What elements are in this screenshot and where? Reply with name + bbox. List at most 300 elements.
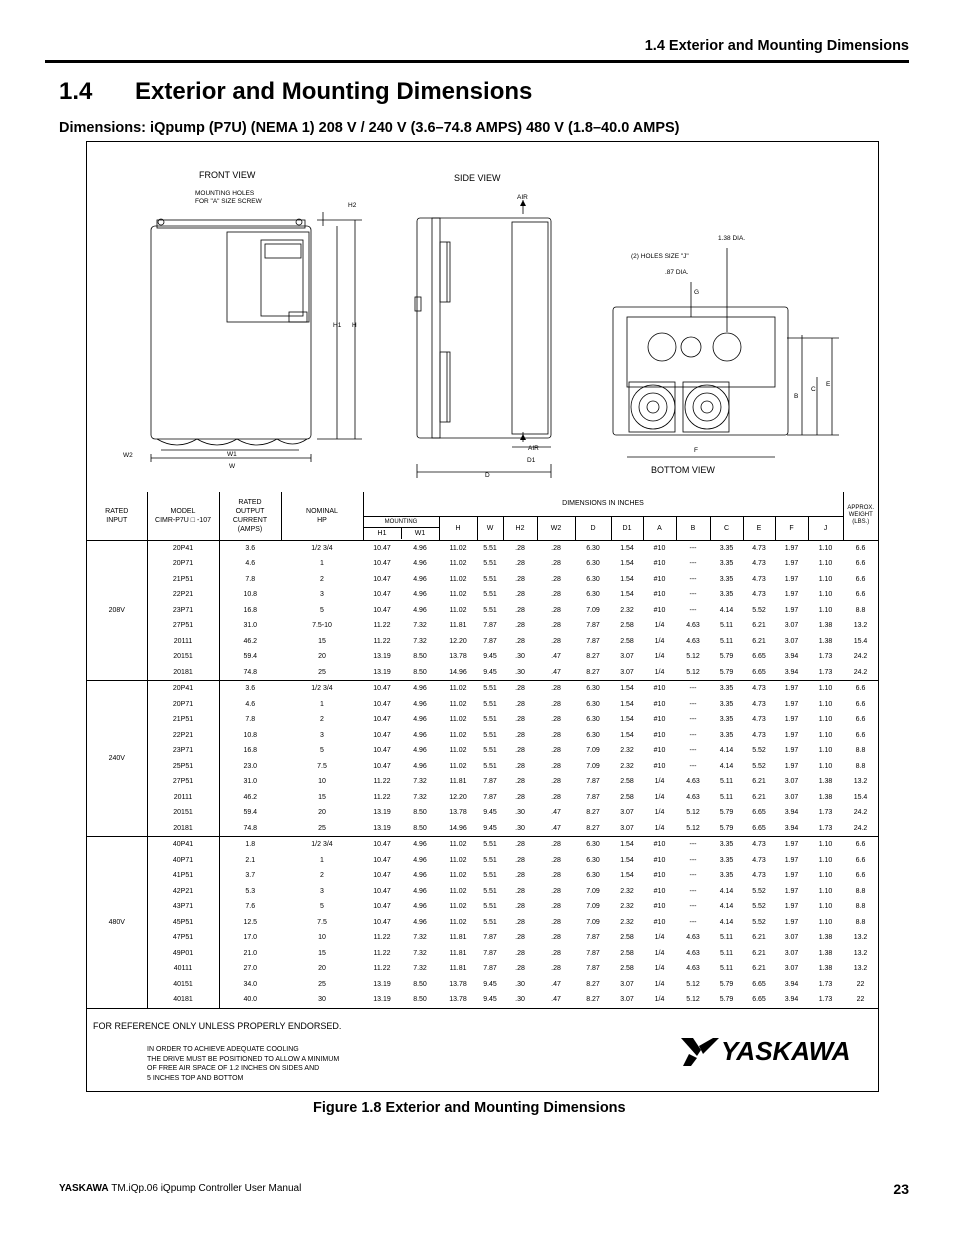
table-row [87, 946, 878, 962]
table-cell: 4.63 [686, 793, 700, 801]
table-cell: 10.47 [373, 700, 391, 708]
table-cell: 11.22 [373, 637, 391, 645]
table-cell: 7.87 [483, 934, 497, 942]
table-cell: .30 [515, 980, 525, 988]
table-row [87, 556, 878, 572]
table-cell: 5.11 [719, 778, 734, 786]
table-cell: 3.35 [719, 685, 734, 693]
table-cell: 10.47 [373, 856, 391, 864]
table-cell: 1/4 [643, 992, 676, 1008]
table-cell: .28 [515, 716, 525, 724]
table-cell: 4.14 [719, 606, 734, 614]
table-cell: #10 [653, 747, 666, 755]
header-h2: H2 [503, 516, 537, 540]
table-cell: 4.14 [719, 918, 734, 926]
table-row [87, 961, 878, 977]
table-cell: .28 [515, 747, 525, 755]
table-cell: 11.02 [449, 544, 467, 552]
table-cell: 6.65 [752, 980, 766, 988]
table-cell: --- [689, 747, 697, 755]
table-cell: #10 [653, 700, 666, 708]
dia-87-label: .87 DIA. [665, 269, 689, 276]
table-cell: 6.21 [752, 793, 766, 801]
header-a: A [643, 516, 676, 540]
table-cell: 12.5 [243, 918, 258, 926]
table-cell: 7.87 [483, 965, 497, 973]
table-cell: 6.21 [752, 637, 766, 645]
table-cell: 4.73 [752, 685, 766, 693]
table-cell: 11.02 [449, 856, 467, 864]
side-view-label: SIDE VIEW [454, 173, 501, 183]
table-cell: 6.30 [586, 544, 600, 552]
table-cell: 3 [320, 591, 324, 599]
table-cell: 7.8 [245, 716, 256, 724]
table-cell: .28 [515, 918, 525, 926]
table-cell: 5.52 [752, 606, 766, 614]
table-cell: 4.73 [752, 841, 766, 849]
table-cell: 1.97 [784, 591, 799, 599]
table-cell: 31.0 [243, 778, 258, 786]
table-cell: 4.96 [413, 685, 427, 693]
footer-manual-title: TM.iQp.06 iQpump Controller User Manual [108, 1183, 302, 1194]
table-cell: 23P71 [147, 743, 219, 759]
table-row [87, 743, 878, 759]
table-cell: 4.73 [752, 560, 766, 568]
table-row [87, 697, 878, 713]
table-cell: --- [689, 872, 697, 880]
table-cell: #10 [653, 841, 666, 849]
table-cell: 1 [320, 700, 324, 708]
table-cell: .28 [551, 622, 561, 630]
table-cell: 10.8 [243, 591, 258, 599]
table-cell: 7.09 [586, 903, 600, 911]
table-cell: 3.07 [620, 809, 634, 817]
table-cell: 1.10 [818, 887, 833, 895]
table-cell: 11.02 [449, 606, 467, 614]
table-cell: 5.12 [676, 821, 710, 837]
table-cell: 10.47 [373, 747, 391, 755]
table-cell: 1.97 [784, 544, 799, 552]
table-cell: 1.10 [818, 700, 833, 708]
table-cell: 5.51 [483, 856, 497, 864]
table-cell: 11.02 [449, 575, 467, 583]
table-cell: 1.38 [818, 622, 833, 630]
table-cell: 20111 [147, 790, 219, 806]
header-j: J [808, 516, 843, 540]
table-cell: 7.32 [413, 934, 427, 942]
table-cell: 6.21 [752, 965, 766, 973]
table-cell: 11.02 [449, 872, 467, 880]
table-cell: 1.54 [620, 575, 634, 583]
table-cell: 5.51 [483, 903, 497, 911]
table-row [87, 805, 878, 821]
table-cell: 5 [320, 747, 324, 755]
table-cell: 20 [318, 965, 326, 973]
table-cell: 10 [318, 778, 326, 786]
header-mounting-group [363, 516, 439, 540]
table-cell: #10 [653, 887, 666, 895]
table-cell: 7.09 [586, 606, 600, 614]
table-cell: 10.47 [373, 685, 391, 693]
table-cell: .47 [551, 653, 561, 661]
table-cell: 3.35 [719, 731, 734, 739]
table-cell: 4.63 [686, 949, 700, 957]
table-row [87, 634, 878, 650]
table-cell: .28 [551, 606, 561, 614]
table-cell: 10.47 [373, 606, 391, 614]
table-cell: .30 [515, 653, 525, 661]
table-cell: --- [689, 575, 697, 583]
table-cell: 7.87 [586, 934, 600, 942]
table-cell: 5.11 [719, 934, 734, 942]
table-cell: 4.96 [413, 856, 427, 864]
section-title: Exterior and Mounting Dimensions [135, 78, 533, 105]
table-cell: 5.12 [686, 809, 700, 817]
table-cell: 7.09 [586, 747, 600, 755]
table-cell: 4.63 [686, 637, 700, 645]
table-cell: 3.35 [719, 700, 734, 708]
table-cell: 7.87 [586, 637, 600, 645]
table-cell: 5.51 [483, 591, 497, 599]
table-cell: .28 [551, 544, 561, 552]
table-cell: 6.6 [855, 544, 866, 552]
table-cell: 20P41 [147, 540, 219, 556]
table-cell: 3.94 [784, 653, 799, 661]
table-cell: 2 [320, 575, 324, 583]
table-cell: 7.87 [586, 622, 600, 630]
table-cell: 1.54 [620, 560, 634, 568]
table-cell: 1.97 [784, 887, 799, 895]
table-cell: 1.73 [808, 992, 843, 1008]
table-cell: 11.02 [449, 887, 467, 895]
table-cell: 11.02 [449, 841, 467, 849]
header-w2: W2 [537, 516, 575, 540]
table-cell: 8.27 [586, 980, 600, 988]
table-cell: 4.14 [719, 747, 734, 755]
table-cell: 5.11 [719, 637, 734, 645]
table-cell: --- [689, 560, 697, 568]
dim-h2-label: H2 [348, 202, 357, 209]
header-c: C [710, 516, 743, 540]
table-cell: 4.63 [686, 622, 700, 630]
table-cell: 7.87 [483, 637, 497, 645]
table-cell: 4.96 [413, 700, 427, 708]
table-row [87, 572, 878, 588]
table-cell: 11.02 [449, 560, 467, 568]
table-cell: 6.21 [752, 778, 766, 786]
table-cell: 13.19 [363, 821, 401, 837]
table-cell: 11.02 [449, 685, 467, 693]
table-cell: 1.38 [818, 637, 833, 645]
table-cell: 25 [318, 980, 326, 988]
air-bottom-label: AIR [528, 445, 539, 452]
table-cell: 3.35 [719, 841, 734, 849]
table-cell: 3.07 [784, 949, 799, 957]
table-cell: 10.47 [373, 575, 391, 583]
table-cell: 2.32 [620, 903, 634, 911]
table-cell: 5.11 [719, 965, 734, 973]
table-cell: 14.96 [439, 821, 477, 837]
table-cell: 23.0 [243, 762, 258, 770]
table-cell: 6.65 [752, 809, 766, 817]
table-cell: 7.87 [483, 622, 497, 630]
table-cell: 7.5 [317, 762, 327, 770]
table-cell: 5.51 [483, 716, 497, 724]
table-cell: 3.6 [245, 685, 256, 693]
table-cell: 5.11 [719, 793, 734, 801]
table-cell: 6.6 [855, 856, 866, 864]
table-cell: 11.81 [449, 934, 467, 942]
table-cell: 11.02 [449, 716, 467, 724]
table-cell: #10 [653, 560, 666, 568]
table-cell: .28 [515, 793, 525, 801]
table-row [87, 681, 878, 697]
table-row [87, 930, 878, 946]
table-cell: #10 [653, 685, 666, 693]
table-cell: 3.7 [245, 872, 256, 880]
table-cell: 3 [320, 731, 324, 739]
table-cell: 2 [320, 716, 324, 724]
table-cell: 1.10 [818, 841, 833, 849]
table-row [87, 603, 878, 619]
table-cell: 3.07 [620, 653, 634, 661]
table-cell: 16.8 [243, 747, 258, 755]
table-cell: .28 [515, 965, 525, 973]
table-cell: 6.30 [586, 591, 600, 599]
table-cell: 2.58 [620, 934, 634, 942]
table-cell: 10.47 [373, 560, 391, 568]
table-cell: 1.73 [818, 653, 833, 661]
mounting-holes-label: MOUNTING HOLES FOR "A" SIZE SCREW [195, 190, 262, 205]
table-cell: 10.8 [243, 731, 258, 739]
table-cell: 4.96 [413, 887, 427, 895]
table-cell: 2 [320, 872, 324, 880]
table-cell: 4.96 [413, 606, 427, 614]
table-cell: 4.63 [686, 778, 700, 786]
table-cell: 3.07 [611, 992, 643, 1008]
header-h: H [439, 516, 477, 540]
table-cell: 74.8 [219, 821, 281, 837]
page-number: 23 [893, 1181, 909, 1197]
table-cell: 5.51 [483, 762, 497, 770]
table-cell: #10 [653, 872, 666, 880]
table-cell: .28 [515, 685, 525, 693]
table-cell: 1.54 [620, 872, 634, 880]
table-cell: 1.97 [784, 606, 799, 614]
table-cell: 4.73 [752, 700, 766, 708]
table-cell: 11.22 [373, 778, 391, 786]
table-cell: .28 [551, 747, 561, 755]
table-cell: 11.22 [373, 793, 391, 801]
table-cell: 8.50 [401, 992, 439, 1008]
table-cell: 6.6 [855, 575, 866, 583]
table-cell: #10 [653, 762, 666, 770]
header-w1: W1 [414, 530, 426, 537]
table-cell: 41P51 [147, 868, 219, 884]
table-cell: 4.14 [719, 762, 734, 770]
table-cell: 1 [320, 560, 324, 568]
table-cell: .47 [537, 665, 575, 681]
table-cell: .30 [503, 665, 537, 681]
table-cell: 4.6 [245, 560, 256, 568]
table-row [87, 665, 878, 681]
table-cell: .28 [551, 762, 561, 770]
table-cell: 1.54 [620, 685, 634, 693]
table-cell: 13.78 [439, 992, 477, 1008]
table-cell: 6.30 [586, 716, 600, 724]
header-rated-input: RATED INPUT [87, 492, 147, 540]
table-cell: 7.87 [586, 949, 600, 957]
table-cell: .28 [515, 560, 525, 568]
table-cell: 8.8 [855, 762, 866, 770]
table-cell: .28 [551, 841, 561, 849]
table-cell: 21.0 [243, 949, 258, 957]
rated-input-cell: 208V [87, 540, 147, 681]
table-cell: 15.4 [853, 637, 868, 645]
table-cell: 1.73 [818, 809, 833, 817]
table-cell: --- [689, 856, 697, 864]
table-cell: 7.09 [586, 887, 600, 895]
table-cell: 6.30 [586, 560, 600, 568]
table-cell: 5.51 [483, 560, 497, 568]
table-cell: 11.02 [449, 731, 467, 739]
table-cell: 2.32 [620, 918, 634, 926]
table-cell: 4.73 [752, 856, 766, 864]
table-cell: .30 [515, 809, 525, 817]
table-cell: 4.96 [413, 841, 427, 849]
table-cell: 1.10 [818, 575, 833, 583]
table-cell: 22 [856, 980, 865, 988]
table-cell: 1.97 [784, 903, 799, 911]
table-cell: 9.45 [477, 992, 503, 1008]
table-cell: 5.79 [710, 821, 743, 837]
table-cell: 14.96 [439, 665, 477, 681]
table-cell: 2.58 [620, 965, 634, 973]
header-rated-current: RATED OUTPUT CURRENT (AMPS) [219, 492, 281, 540]
table-cell: .28 [551, 872, 561, 880]
table-row [87, 837, 878, 853]
table-cell: 13.2 [853, 965, 868, 973]
table-cell: 2.32 [620, 762, 634, 770]
table-cell: 20P71 [147, 697, 219, 713]
table-cell: 7.87 [586, 778, 600, 786]
table-cell: 1/4 [654, 793, 665, 801]
table-cell: 4.14 [719, 887, 734, 895]
table-cell: 5.12 [676, 992, 710, 1008]
table-cell: 1/4 [654, 778, 665, 786]
table-cell: 2.32 [620, 747, 634, 755]
table-cell: 4.96 [413, 762, 427, 770]
table-cell: 74.8 [219, 665, 281, 681]
table-cell: #10 [653, 918, 666, 926]
table-cell: 2.58 [620, 793, 634, 801]
table-cell: #10 [653, 903, 666, 911]
table-cell: 25P51 [147, 759, 219, 775]
table-cell: 7.87 [586, 965, 600, 973]
table-cell: 11.81 [449, 949, 467, 957]
dim-e-label: E [826, 381, 831, 388]
table-cell: 8.50 [401, 665, 439, 681]
table-cell: 4.73 [752, 575, 766, 583]
table-cell: 11.22 [373, 934, 391, 942]
table-cell: 1.97 [784, 856, 799, 864]
table-cell: 1.97 [784, 731, 799, 739]
table-cell: 11.81 [449, 965, 467, 973]
table-cell: --- [689, 685, 697, 693]
table-cell: 2.58 [620, 778, 634, 786]
table-cell: 4.73 [752, 731, 766, 739]
table-cell: .28 [515, 778, 525, 786]
table-cell: 3.07 [620, 980, 634, 988]
table-cell: 20P41 [147, 681, 219, 697]
table-cell: 1.10 [818, 762, 833, 770]
table-cell: 7.32 [413, 637, 427, 645]
table-cell: .28 [515, 856, 525, 864]
table-cell: 5.52 [752, 903, 766, 911]
table-cell: 1.97 [784, 700, 799, 708]
table-cell: 5.51 [483, 872, 497, 880]
table-cell: 1/4 [654, 934, 665, 942]
table-cell: .28 [551, 887, 561, 895]
table-cell: 59.4 [243, 653, 258, 661]
table-cell: 20181 [147, 665, 219, 681]
table-cell: 21P51 [147, 572, 219, 588]
header-weight: APPROX. WEIGHT (LBS.) [847, 505, 875, 526]
table-cell: 5.51 [483, 685, 497, 693]
header-nominal-hp: NOMINAL HP [281, 492, 363, 540]
table-cell: 1.97 [784, 575, 799, 583]
dim-w1-label: W1 [227, 451, 237, 458]
table-cell: 10.47 [373, 872, 391, 880]
table-cell: 6.6 [855, 841, 866, 849]
table-cell: 3.35 [719, 575, 734, 583]
dia-138-label: 1.38 DIA. [718, 235, 746, 242]
header-mounting: MOUNTING [364, 517, 439, 528]
dim-h-label: H [352, 322, 357, 329]
table-cell: 7.09 [586, 762, 600, 770]
bottom-view-label: BOTTOM VIEW [651, 465, 715, 475]
table-cell: 13.2 [853, 778, 868, 786]
table-cell: 1.10 [818, 685, 833, 693]
table-row [87, 992, 878, 1008]
table-cell: 8.8 [855, 606, 866, 614]
table-cell: 20151 [147, 805, 219, 821]
table-cell: #10 [653, 544, 666, 552]
table-cell: 1.97 [784, 685, 799, 693]
table-cell: 7.32 [413, 622, 427, 630]
table-cell: 1/4 [654, 653, 665, 661]
table-row [87, 774, 878, 790]
table-cell: 5.11 [719, 949, 734, 957]
table-cell: 4.96 [413, 731, 427, 739]
table-cell: 1.10 [818, 560, 833, 568]
table-cell: 3.07 [784, 622, 799, 630]
table-cell: 3.94 [775, 821, 808, 837]
table-cell: 9.45 [483, 653, 497, 661]
table-cell: 5.51 [483, 841, 497, 849]
table-row [87, 899, 878, 915]
table-cell: 8.50 [401, 821, 439, 837]
table-cell: 5.51 [483, 747, 497, 755]
table-cell: 1.97 [784, 762, 799, 770]
table-cell: 4.73 [752, 591, 766, 599]
table-cell: 30 [281, 992, 363, 1008]
table-cell: .28 [551, 716, 561, 724]
table-cell: 4.96 [413, 575, 427, 583]
table-cell: 1/2 3/4 [311, 685, 333, 693]
table-cell: .28 [515, 591, 525, 599]
table-cell: 11.22 [373, 965, 391, 973]
